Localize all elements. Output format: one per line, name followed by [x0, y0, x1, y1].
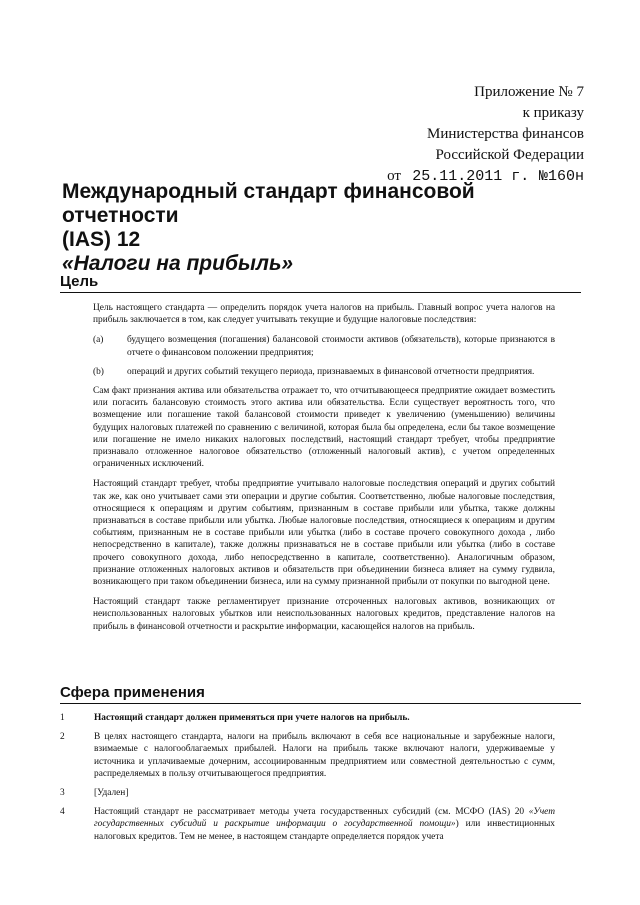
- list-item-text: будущего возмещения (погашения) балансовой стоимости активов (обязательств), которые признаются в отчете о финансовом положении предприятия;: [127, 335, 555, 358]
- objective-intro: Цель настоящего стандарта — определить порядок учета налогов на прибыль. Главный вопрос учета налогов на прибыль заключается в том, как следует учитывать текущие и будущие налоговые последствия:: [93, 303, 555, 326]
- objective-paragraph: Настоящий стандарт также регламентирует признание отсроченных налоговых активов, возникающих от неиспользованных налоговых убытков или неиспользованных налоговых кредитов, представление налогов на прибыль в финансовой отчетности и раскрытие информации, касающейся налогов на прибыль.: [93, 597, 555, 632]
- numbered-paragraph: [60, 806, 555, 843]
- objective-body: [93, 302, 555, 641]
- paragraph-text-part: ) или инвестиционных налоговых кредитов. Тем не менее, в настоящем стандарте определяется порядок учета: [94, 819, 555, 842]
- paragraph-number: 3: [60, 788, 65, 799]
- objective-paragraph: Настоящий стандарт требует, чтобы предприятие учитывало налоговые последствия операций и других событий так же, как оно учитывает сами эти операции и другие события. Соответственно, любые налоговые последствия, относящиеся к операциям и другим событиям, признанным в составе прибыли или убытка, также должны признаваться в составе прибыли или убытка. Любые налоговые последствия, относящиеся к операциям и другим событиям, признанным не в составе прибыли или убытка (либо в составе прочего совокупного дохода , либо непосредственно в капитале), также должны признаваться не в составе прибыли или убытка (либо в составе прочего совокупного дохода, либо непосредственно в капитале, соответственно). Аналогичным образом, признание отложенных налоговых активов и обязательств при объединении бизнеса влияет на сумму гудвила, возникающего при таком объединении бизнеса, или на сумму признанной прибыли от покупки по выгодной цене.: [93, 479, 555, 588]
- appendix-line: Приложение № 7: [474, 84, 584, 100]
- paragraph-number: 1: [60, 713, 65, 723]
- scope-body: [60, 712, 555, 850]
- section-heading-scope: Сфера применения: [60, 684, 205, 701]
- list-item-text: операций и других событий текущего периода, признаваемых в финансовой отчетности предприятия.: [127, 366, 535, 377]
- title-line-2: (IAS) 12: [62, 228, 141, 251]
- section-divider: [60, 703, 581, 704]
- numbered-paragraph: [60, 712, 555, 724]
- order-date: 25.11.2011 г.: [412, 168, 530, 185]
- list-item: [93, 366, 555, 378]
- standard-title-italic: «Учет государственных субсидий и раскрытие информации о государственной помощи»: [94, 807, 555, 830]
- paragraph-text-part: Настоящий стандарт не рассматривает методы учета государственных субсидий (см. МСФО (IAS) 20: [94, 807, 529, 818]
- order-prefix: от: [387, 168, 401, 184]
- section-divider: [60, 292, 581, 293]
- numbered-paragraph: [60, 731, 555, 780]
- title-line-3: «Налоги на прибыль»: [62, 252, 294, 275]
- paragraph-text: [94, 806, 555, 843]
- appendix-line: Министерства финансов: [427, 126, 584, 142]
- appendix-line: Российской Федерации: [435, 147, 584, 163]
- list-item: [93, 334, 555, 358]
- appendix-line: к приказу: [522, 105, 584, 121]
- paragraph-text: Настоящий стандарт должен применяться при учете налогов на прибыль.: [94, 713, 410, 723]
- objective-paragraph: Сам факт признания актива или обязательства отражает то, что отчитывающееся предприятие ожидает возместить или погасить балансовую стоимость этого актива или обязательства. Если существует вероятность того, что возмещение или погашение такой балансовой стоимости приведет к увеличению (уменьшению) величины будущих налоговых платежей по сравнению с величиной, которая была бы определена, если бы такое возмещение или погашение не имело никаких налоговых последствий, настоящий стандарт требует, чтобы предприятие признавало отложенное налоговое обязательство (отложенный налоговый актив), с учетом определенных ограниченных исключений.: [93, 386, 555, 470]
- paragraph-number: 4: [60, 807, 65, 818]
- document-title: [62, 180, 582, 276]
- order-number: №160н: [538, 168, 584, 185]
- paragraph-text: В целях настоящего стандарта, налоги на прибыль включают в себя все национальные и зарубежные налоги, взимаемые с налогооблагаемых прибылей. Налоги на прибыль также включают налоги, удерживаемые у источника и уплачиваемые дочерним, ассоциированным предприятием или совместной деятельностью с сумм, распределяемых в пользу отчитывающегося предприятия.: [94, 732, 555, 779]
- paragraph-text: [Удален]: [94, 788, 129, 799]
- appendix-block: [387, 82, 584, 187]
- list-item-label: (b): [93, 366, 104, 377]
- numbered-paragraph: [60, 787, 555, 799]
- paragraph-number: 2: [60, 732, 65, 743]
- list-item-label: (a): [93, 335, 104, 346]
- section-heading-objective: Цель: [60, 273, 99, 290]
- title-line-1: Международный стандарт финансовой отчетности: [62, 180, 475, 227]
